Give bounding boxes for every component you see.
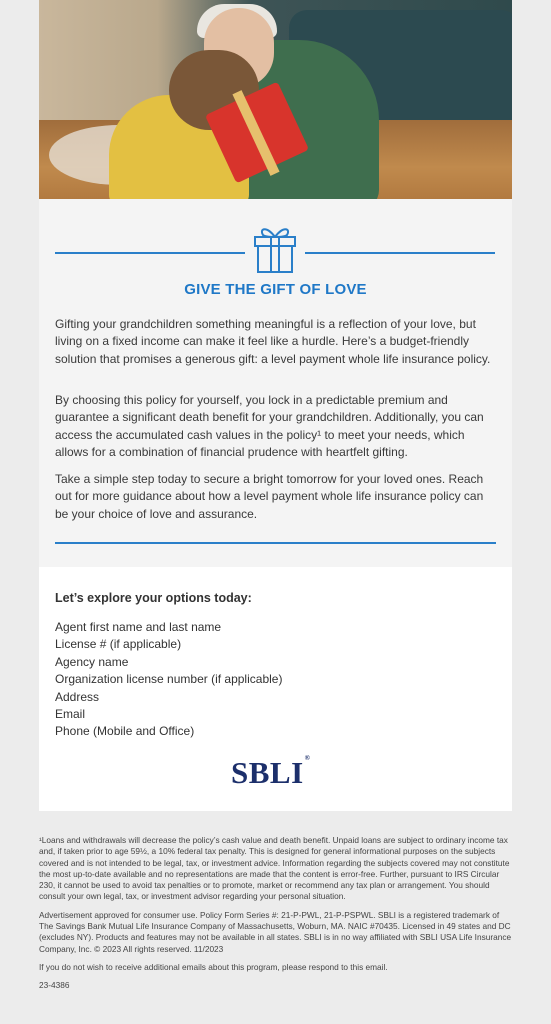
hero-image [39, 0, 512, 199]
contact-email: Email [55, 707, 86, 722]
contact-list [55, 619, 282, 741]
message-card [39, 199, 512, 567]
contact-license: License # (if applicable) [55, 637, 182, 652]
divider-right [305, 252, 495, 254]
headline: GIVE THE GIFT OF LOVE [184, 281, 367, 298]
divider-bottom [55, 542, 496, 544]
footer-disclaimer [39, 835, 514, 999]
gift-icon [251, 222, 299, 274]
contact-org-license: Organization license number (if applicable) [55, 672, 283, 687]
sbli-logo [231, 755, 310, 791]
contact-heading: Let’s explore your options today: [55, 591, 252, 605]
divider-left [55, 252, 245, 254]
contact-address: Address [55, 689, 100, 704]
footer-form-number: 23-4386 [39, 980, 70, 991]
contact-agent-name: Agent first name and last name [55, 620, 222, 634]
sbli-logo-text: SBLI [231, 755, 304, 790]
paragraph-intro: Gifting your grandchildren something meaningful is a reflection of your love, but living on a fixed income can make it feel like a hurdle. Here’s a budget-friendly solution that promises a generous gift: a level payment whole life insurance policy. [55, 317, 491, 366]
contact-card [39, 567, 512, 811]
contact-agency-name: Agency name [55, 654, 129, 669]
paragraph-benefits: By choosing this policy for yourself, you lock in a predictable premium and guarantee a significant death benefit for your grandchildren. Additionally, you can access the accumulated cash values in the policy¹ to meet your needs, which allows for a combination of financial prudence with heartfelt gifting. [55, 393, 484, 460]
footer-loans-disclaimer: ¹Loans and withdrawals will decrease the policy’s cash value and death benefit. Unpaid loans are subject to ordinary income tax and, if taken prior to age 59½, a 10% federal tax penalty. This is designed for general informational purposes on the subjects covered and is not intended to be legal, tax, or investment advice. Information regarding the subjects covered may not constitute the most up-to-date available and no representations are made that the content is error-free. Further, pursuant to IRS Circular 230, it cannot be used to avoid tax penalties or to promote, market or recommend any tax plan or arrangement. You should consult your own legal, tax, or investment advisor regarding your personal situation. [39, 835, 510, 902]
contact-phone: Phone (Mobile and Office) [55, 724, 195, 739]
paragraph-call-to-action: Take a simple step today to secure a bright tomorrow for your loved ones. Reach out for more guidance about how a level payment whole life insurance policy can be your choice of love and assurance. [55, 472, 484, 521]
footer-unsubscribe-notice: If you do not wish to receive additional emails about this program, please respond to this email. [39, 961, 388, 972]
footer-advertisement-notice: Advertisement approved for consumer use. Policy Form Series #: 21-P-PWL, 21-P-PSPWL. SBLI is a registered trademark of The Savings Bank Mutual Life Insurance Company of Massachusetts, Woburn, MA. NAIC #70435. Licensed in 49 states and DC (excludes NY). Products and features may not be available in all states. SBLI is in no way affiliated with SBLI USA Life Insurance Company, Inc. © 2023 All rights reserved. 11/2023 [39, 909, 512, 954]
registered-mark: ® [304, 753, 311, 762]
